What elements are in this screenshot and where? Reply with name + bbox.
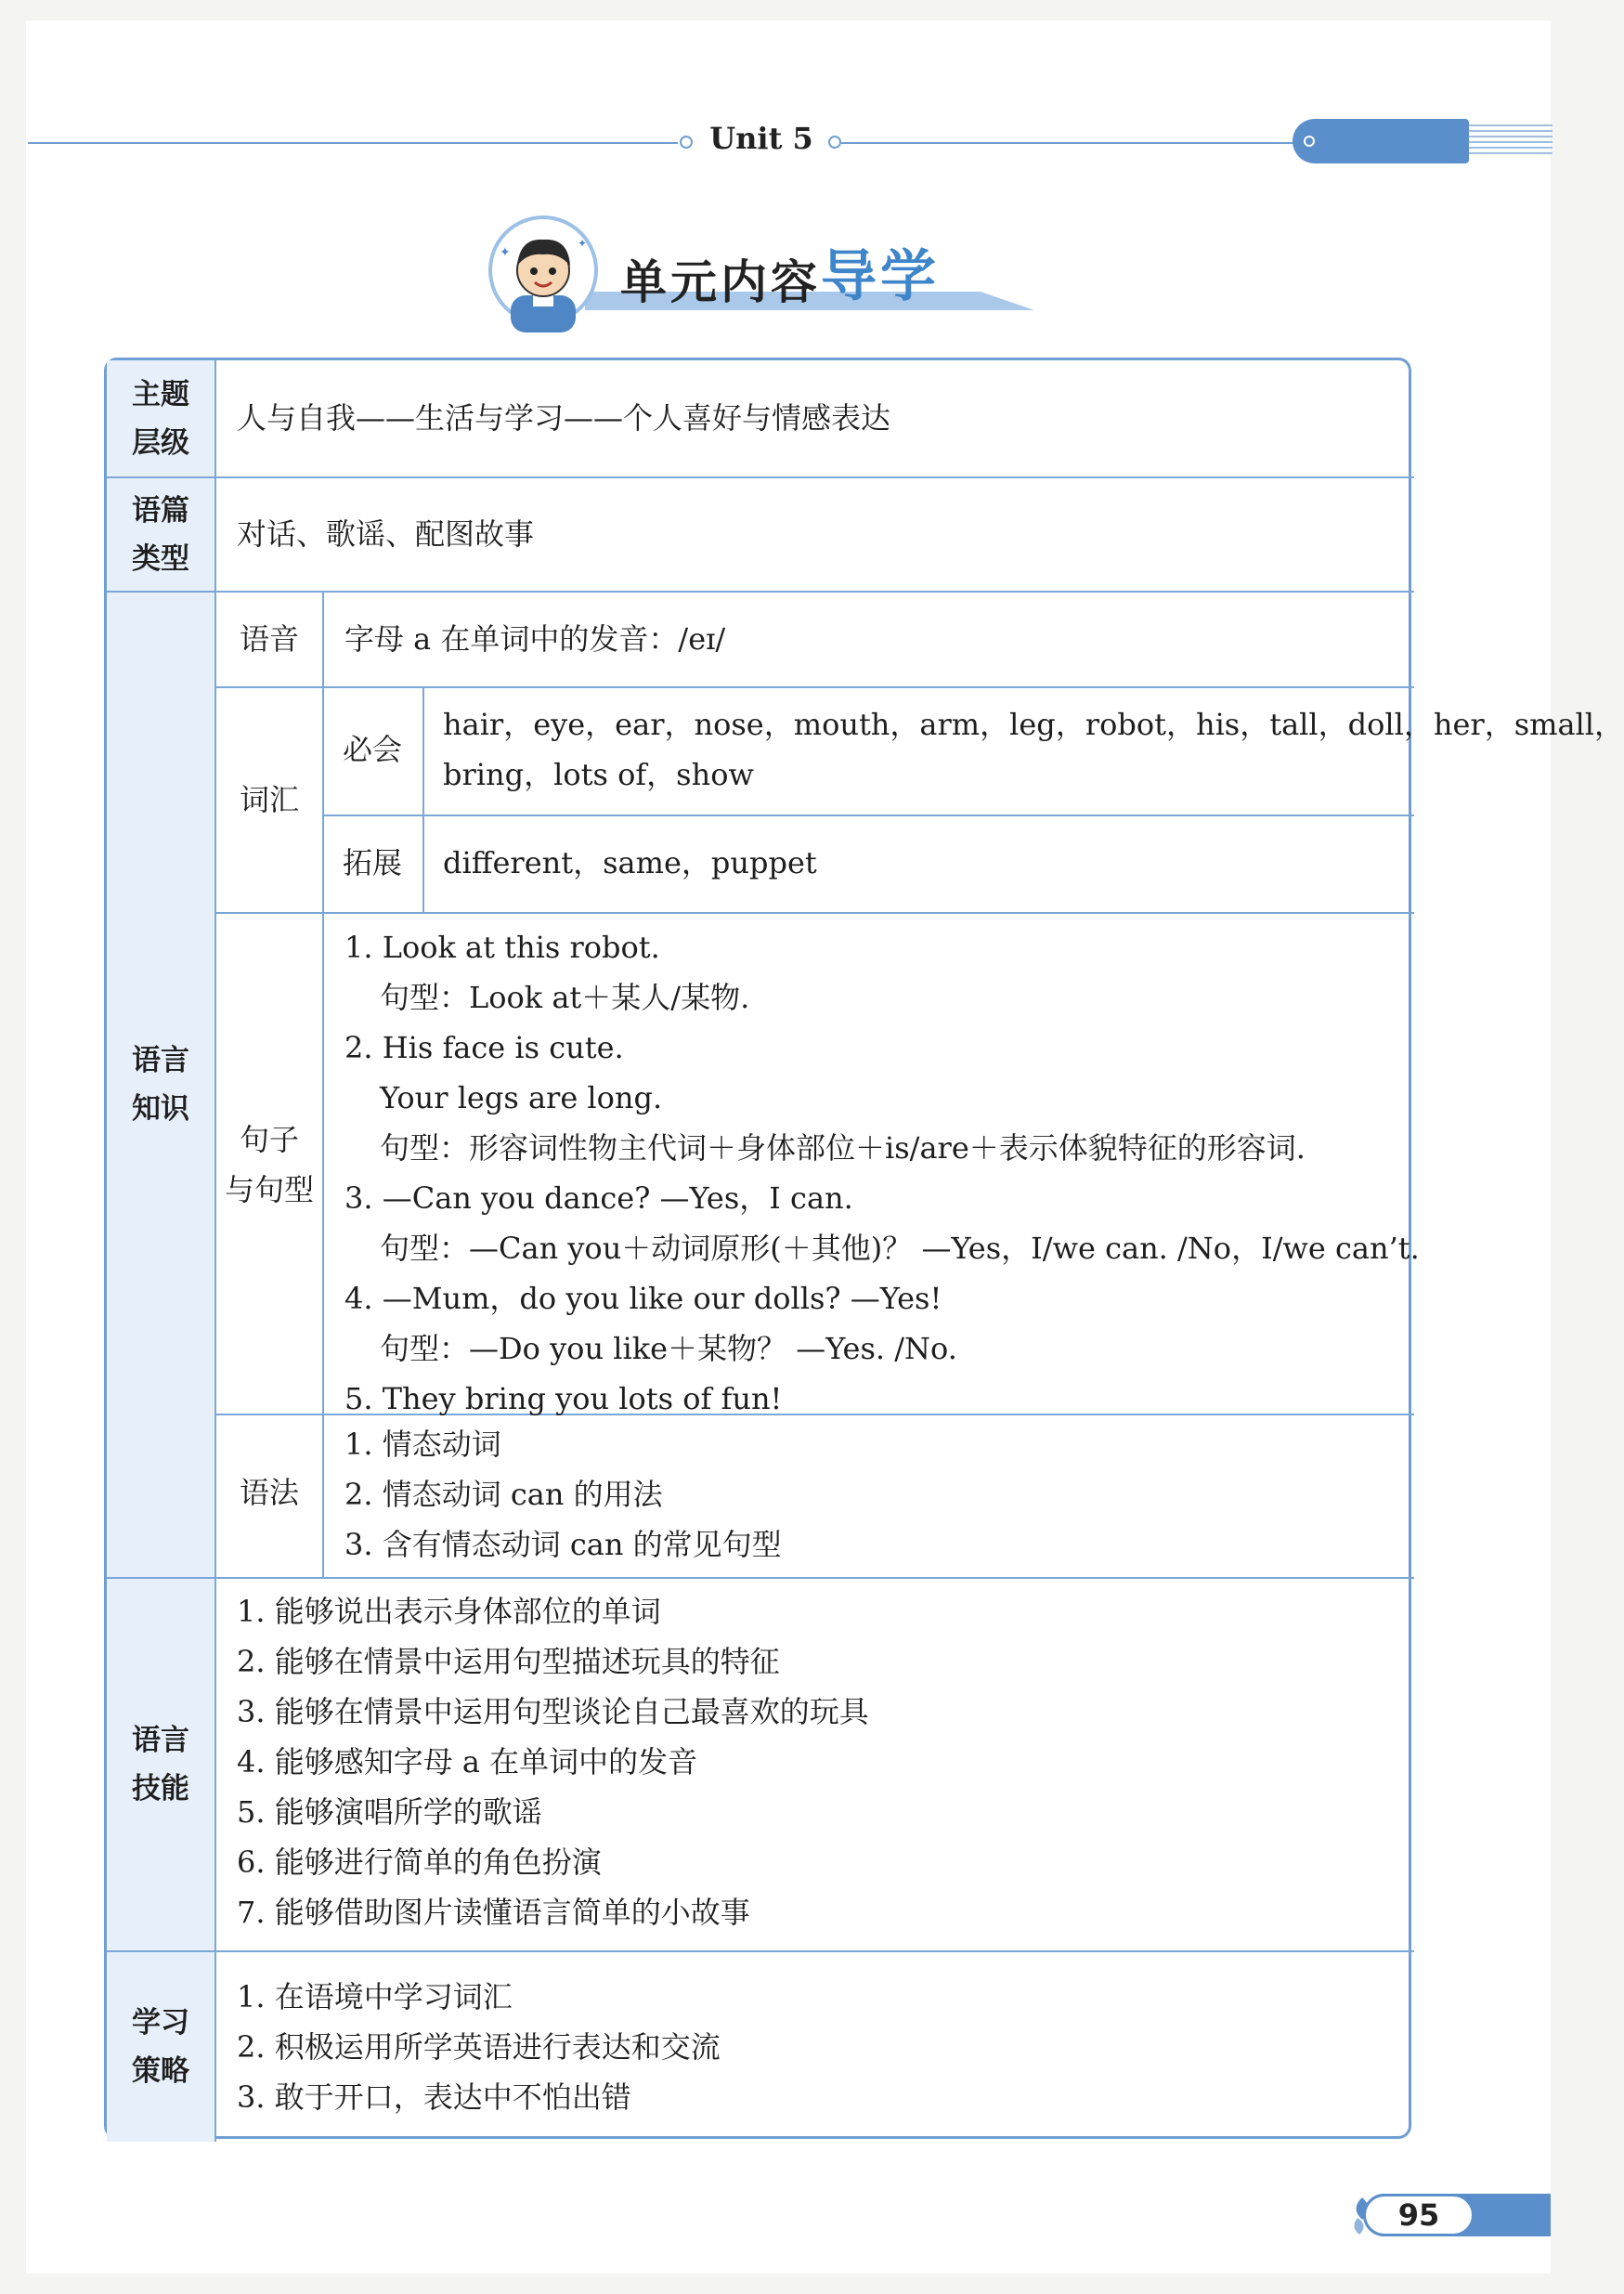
strategy-line: 2. 积极运用所学英语进行表达和交流 — [237, 2029, 721, 2065]
header-rule-right — [841, 142, 1304, 144]
strategy-line: 3. 敢于开口，表达中不怕出错 — [237, 2079, 631, 2115]
sentences-label-2: 与句型 — [224, 1172, 314, 1207]
sentence-line: 1. Look at this robot. — [344, 930, 660, 965]
strategies-label-2: 策略 — [132, 2054, 189, 2088]
extended-label: 拓展 — [342, 845, 402, 880]
svg-text:✦: ✦ — [500, 245, 511, 260]
genre-value: 对话、歌谣、配图故事 — [237, 516, 535, 552]
header-hatch — [1469, 124, 1553, 158]
row-divider — [107, 476, 1414, 478]
page-number: 95 — [1363, 2194, 1475, 2236]
sentence-line: 5. They bring you lots of fun! — [344, 1381, 783, 1416]
sentence-line: 句型：形容词性物主代词＋身体部位＋is/are＋表示体貌特征的形容词. — [380, 1130, 1306, 1166]
skill-line: 3. 能够在情景中运用句型谈论自己最喜欢的玩具 — [237, 1694, 869, 1729]
sentence-line: 4. —Mum，do you like our dolls? —Yes! — [344, 1281, 942, 1316]
theme-label-2: 层级 — [132, 425, 189, 460]
section-title — [620, 243, 940, 312]
row-divider — [107, 591, 1414, 593]
skills-label-1: 语言 — [132, 1724, 189, 1757]
inner-divider — [216, 912, 1414, 914]
genre-label-2: 类型 — [132, 541, 189, 576]
language-knowledge-header — [107, 593, 216, 1577]
skill-line: 7. 能够借助图片读懂语言简单的小故事 — [237, 1895, 750, 1930]
section-title-part1: 单元内容 — [620, 255, 821, 309]
header-dot-right — [828, 136, 841, 149]
required-vocab-line: hair，eye，ear，nose，mouth，arm，leg，robot，his，tall，doll，her，small， — [443, 707, 1624, 742]
sentence-line: Your legs are long. — [380, 1080, 663, 1115]
required-label: 必会 — [342, 732, 402, 767]
row-divider — [107, 1950, 1414, 1952]
skill-line: 5. 能够演唱所学的歌谣 — [237, 1794, 542, 1830]
sentence-line: 句型：—Do you like＋某物？ —Yes. /No. — [380, 1331, 957, 1366]
inner-vertical — [422, 688, 424, 912]
vocabulary-label: 词汇 — [239, 782, 299, 817]
section-title-part2: 导学 — [821, 244, 940, 309]
knowledge-label-1: 语言 — [132, 1044, 189, 1077]
sentences-label — [216, 1114, 322, 1215]
strategies-label-1: 学习 — [132, 2006, 189, 2040]
skill-line: 1. 能够说出表示身体部位的单词 — [237, 1594, 661, 1629]
sentence-line: 2. His face is cute. — [344, 1030, 624, 1065]
header-tab — [1293, 119, 1469, 163]
phonetics-value: 字母 a 在单词中的发音：/eɪ/ — [344, 621, 726, 657]
skill-line: 6. 能够进行简单的角色扮演 — [237, 1844, 602, 1880]
learning-strategies-header — [107, 1952, 216, 2142]
genre-header — [107, 478, 216, 591]
boy-mascot-icon — [488, 215, 598, 325]
sentence-line: 句型：Look at＋某人/某物. — [380, 980, 750, 1015]
svg-text:✦: ✦ — [578, 237, 588, 250]
header-dot-left — [680, 136, 693, 149]
header-rule-left — [28, 142, 678, 144]
theme-value: 人与自我——生活与学习——个人喜好与情感表达 — [237, 400, 891, 436]
knowledge-label-2: 知识 — [132, 1092, 189, 1126]
sentence-line: 句型：—Can you＋动词原形(＋其他)？ —Yes，I/we can. /No，I/we can’t. — [380, 1231, 1420, 1266]
phonetics-label: 语音 — [239, 621, 299, 657]
extended-vocab-value: different，same，puppet — [443, 845, 817, 880]
skill-line: 2. 能够在情景中运用句型描述玩具的特征 — [237, 1644, 780, 1679]
sentences-label-1: 句子 — [239, 1122, 299, 1157]
grammar-line: 2. 情态动词 can 的用法 — [344, 1477, 663, 1512]
row-divider — [107, 1577, 1414, 1579]
inner-divider — [216, 686, 1414, 688]
sentence-line: 3. —Can you dance? —Yes，I can. — [344, 1180, 853, 1216]
language-skills-header — [107, 1579, 216, 1950]
skill-line: 4. 能够感知字母 a 在单词中的发音 — [237, 1744, 698, 1779]
genre-label-1: 语篇 — [132, 493, 189, 528]
unit-guide-table — [104, 358, 1624, 2139]
inner-divider — [322, 815, 1414, 816]
theme-label-1: 主题 — [132, 377, 189, 411]
skills-label-2: 技能 — [132, 1772, 189, 1805]
theme-header — [107, 360, 216, 476]
grammar-line: 1. 情态动词 — [344, 1427, 501, 1462]
header-tab-dot-icon — [1304, 136, 1315, 147]
grammar-label: 语法 — [239, 1475, 299, 1510]
grammar-line: 3. 含有情态动词 can 的常见句型 — [344, 1527, 782, 1562]
required-vocab-line: bring，lots of，show — [443, 757, 754, 792]
unit-title: Unit 5 — [709, 121, 813, 156]
strategy-line: 1. 在语境中学习词汇 — [237, 1979, 513, 2014]
